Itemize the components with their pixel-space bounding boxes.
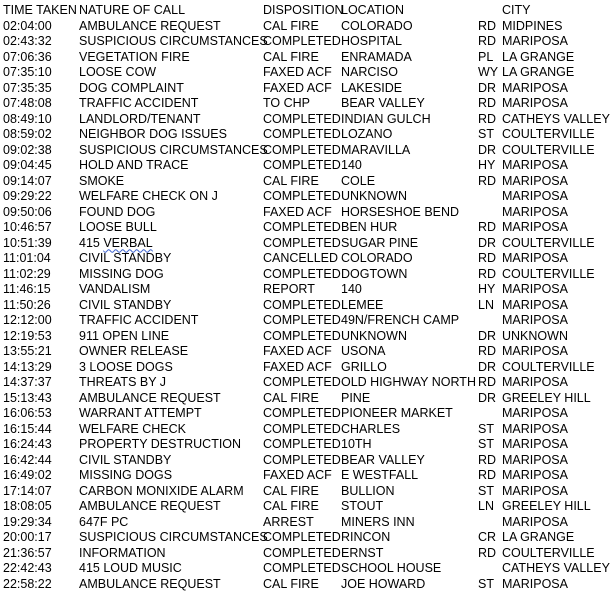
cell-disposition: FAXED ACF [263, 344, 332, 358]
cell-city: CATHEYS VALLEY [502, 561, 610, 575]
cell-nature: 3 LOOSE DOGS [79, 359, 173, 374]
cell-nature: 415 LOUD MUSIC [79, 561, 182, 575]
cell-street-suffix: RD [478, 344, 497, 358]
cell-location: LOZANO [341, 127, 393, 141]
cell-disposition: FAXED ACF [263, 80, 332, 95]
header-row [0, 3, 614, 19]
cell-city: MARIPOSA [502, 375, 568, 389]
cell-street-suffix: DR [478, 328, 497, 343]
cell-city: MARIPOSA [502, 158, 568, 172]
cell-city: MARIPOSA [502, 204, 568, 219]
cell-city: MARIPOSA [502, 344, 568, 358]
cell-nature: LANDLORD/TENANT [79, 111, 201, 126]
cell-disposition: CAL FIRE [263, 173, 319, 188]
cell-time: 07:35:10 [3, 65, 52, 79]
cell-time: 09:29:22 [3, 189, 52, 203]
call-row [0, 220, 614, 236]
cell-time: 07:06:36 [3, 49, 52, 64]
call-row [0, 174, 614, 190]
cell-nature: 647F PC [79, 514, 129, 529]
call-row [0, 422, 614, 438]
call-row [0, 127, 614, 143]
call-row [0, 391, 614, 407]
cell-location: COLORADO [341, 18, 413, 33]
cell-city: LA GRANGE [502, 49, 575, 64]
cell-location: JOE HOWARD [341, 576, 426, 591]
call-row [0, 453, 614, 469]
cell-city: CATHEYS VALLEY [502, 111, 610, 126]
cell-location: UNKNOWN [341, 328, 407, 343]
cell-time: 20:00:17 [3, 530, 52, 544]
call-row [0, 546, 614, 562]
cell-location: 49N/FRENCH CAMP [341, 313, 460, 327]
cell-city: COULTERVILLE [502, 235, 595, 250]
cell-nature: SUSPICIOUS CIRCUMSTANCES [79, 34, 268, 48]
cell-nature: WELFARE CHECK ON J [79, 189, 218, 203]
cell-nature: DOG COMPLAINT [79, 80, 184, 95]
cell-street-suffix: LN [478, 297, 494, 312]
cell-disposition: COMPLETED [263, 127, 341, 141]
cell-location: DOGTOWN [341, 266, 408, 281]
cell-nature: CIVIL STANDBY [79, 251, 172, 265]
cell-time: 09:04:45 [3, 158, 52, 172]
cell-disposition: COMPLETED [263, 561, 341, 575]
cell-nature: TRAFFIC ACCIDENT [79, 96, 199, 110]
cell-street-suffix: LN [478, 499, 494, 513]
cell-city: MARIPOSA [502, 514, 568, 529]
cell-city: MARIPOSA [502, 313, 568, 327]
cell-street-suffix: RD [478, 545, 497, 560]
cell-city: MARIPOSA [502, 251, 568, 265]
cell-city: GREELEY HILL [502, 390, 591, 405]
cell-time: 11:50:26 [3, 297, 51, 312]
cell-street-suffix: ST [478, 437, 494, 451]
cell-street-suffix: DR [478, 235, 497, 250]
cell-location: 140 [341, 158, 362, 172]
call-row [0, 50, 614, 66]
cell-location: 10TH [341, 437, 372, 451]
cell-nature: AMBULANCE REQUEST [79, 576, 221, 591]
cell-city: MARIPOSA [502, 421, 568, 436]
cell-city: MARIPOSA [502, 80, 568, 95]
cell-nature: WARRANT ATTEMPT [79, 406, 202, 420]
cell-nature: VANDALISM [79, 282, 151, 296]
cell-city: MARIPOSA [502, 483, 568, 498]
cell-time: 02:43:32 [3, 34, 52, 48]
cell-disposition: REPORT [263, 282, 315, 296]
cell-street-suffix: RD [478, 468, 497, 482]
cell-disposition: CAL FIRE [263, 390, 319, 405]
cell-location: SCHOOL HOUSE [341, 561, 442, 575]
cell-time: 09:50:06 [3, 204, 52, 219]
cell-disposition: COMPLETED [263, 158, 341, 172]
cell-disposition: COMPLETED [263, 328, 341, 343]
cell-nature: MISSING DOGS [79, 468, 173, 482]
cell-disposition: CAL FIRE [263, 483, 319, 498]
cell-nature: WELFARE CHECK [79, 421, 186, 436]
call-row [0, 65, 614, 81]
cell-disposition: COMPLETED [263, 297, 341, 312]
cell-street-suffix: HY [478, 282, 496, 296]
call-row [0, 236, 614, 252]
cell-disposition: CAL FIRE [263, 18, 319, 33]
cell-disposition: COMPLETED [263, 375, 341, 389]
cell-street-suffix: HY [478, 158, 496, 172]
cell-time: 22:58:22 [3, 576, 52, 591]
cell-city: COULTERVILLE [502, 266, 595, 281]
cell-nature: FOUND DOG [79, 204, 156, 219]
cell-street-suffix: DR [478, 80, 497, 95]
cell-nature: SUSPICIOUS CIRCUMSTANCES [79, 530, 268, 544]
cell-city: MARIPOSA [502, 34, 568, 48]
cell-location: LAKESIDE [341, 80, 403, 95]
spellcheck-flagged-word: VERBAL [103, 235, 153, 250]
cell-location: HORSESHOE BEND [341, 204, 460, 219]
cell-disposition: COMPLETED [263, 220, 341, 234]
cell-time: 08:49:10 [3, 111, 52, 126]
cell-time: 11:46:15 [3, 282, 51, 296]
cell-time: 18:08:05 [3, 499, 52, 513]
cell-disposition: FAXED ACF [263, 204, 332, 219]
cell-time: 16:15:44 [3, 421, 52, 436]
cell-city: LA GRANGE [502, 65, 575, 79]
cell-disposition: FAXED ACF [263, 65, 332, 79]
cell-city: MARIPOSA [502, 189, 568, 203]
cell-street-suffix: PL [478, 49, 494, 64]
cell-disposition: COMPLETED [263, 235, 341, 250]
call-row [0, 515, 614, 531]
cell-street-suffix: RD [478, 251, 497, 265]
cell-street-suffix: CR [478, 530, 497, 544]
cell-nature: CARBON MONIXIDE ALARM [79, 483, 244, 498]
cell-time: 08:59:02 [3, 127, 52, 141]
header-city: CITY [502, 3, 531, 17]
cell-disposition: TO CHP [263, 96, 310, 110]
cell-nature: PROPERTY DESTRUCTION [79, 437, 242, 451]
cell-time: 14:13:29 [3, 359, 52, 374]
cell-nature: THREATS BY J [79, 375, 167, 389]
cell-nature: AMBULANCE REQUEST [79, 18, 221, 33]
cell-disposition: COMPLETED [263, 313, 341, 327]
cell-disposition: COMPLETED [263, 437, 341, 451]
header-nature: NATURE OF CALL [79, 3, 186, 17]
cell-time: 12:12:00 [3, 313, 52, 327]
cell-city: COULTERVILLE [502, 142, 595, 157]
call-row [0, 205, 614, 221]
cell-city: MARIPOSA [502, 406, 568, 420]
cell-nature [79, 236, 153, 252]
cell-time: 07:35:35 [3, 80, 52, 95]
cell-location: PINE [341, 390, 371, 405]
call-row [0, 313, 614, 329]
cell-nature: 911 OPEN LINE [79, 328, 170, 343]
cell-nature: INFORMATION [79, 545, 166, 560]
cell-time: 16:06:53 [3, 406, 52, 420]
cell-location: BEAR VALLEY [341, 96, 425, 110]
cell-time: 09:14:07 [3, 173, 52, 188]
call-row [0, 143, 614, 159]
call-row [0, 158, 614, 174]
cell-street-suffix: DR [478, 359, 497, 374]
call-row [0, 530, 614, 546]
call-row [0, 282, 614, 298]
cell-disposition: COMPLETED [263, 266, 341, 281]
cell-nature: NEIGHBOR DOG ISSUES [79, 127, 227, 141]
cell-city: COULTERVILLE [502, 127, 595, 141]
cell-nature: LOOSE BULL [79, 220, 157, 234]
cell-time: 11:01:04 [3, 251, 51, 265]
call-row [0, 344, 614, 360]
cell-location: BEAR VALLEY [341, 452, 425, 467]
cell-street-suffix: ST [478, 421, 494, 436]
cell-location: PIONEER MARKET [341, 406, 453, 420]
cell-location: RINCON [341, 530, 391, 544]
cell-nature: SUSPICIOUS CIRCUMSTANCES [79, 142, 268, 157]
cell-location: USONA [341, 344, 386, 358]
cell-location: STOUT [341, 499, 384, 513]
cell-street-suffix: RD [478, 18, 497, 33]
cell-disposition: CANCELLED [263, 251, 339, 265]
cell-location: 140 [341, 282, 362, 296]
cell-city: MARIPOSA [502, 96, 568, 110]
cell-time: 07:48:08 [3, 96, 52, 110]
cell-location: NARCISO [341, 65, 398, 79]
cell-time: 15:13:43 [3, 390, 52, 405]
cell-street-suffix: RD [478, 266, 497, 281]
cell-disposition: COMPLETED [263, 530, 341, 544]
cell-location: ERNST [341, 545, 384, 560]
call-row [0, 81, 614, 97]
cell-disposition: COMPLETED [263, 189, 341, 203]
call-row [0, 484, 614, 500]
cell-location: HOSPITAL [341, 34, 402, 48]
cell-time: 21:36:57 [3, 545, 52, 560]
cell-street-suffix: RD [478, 375, 497, 389]
cell-time: 16:42:44 [3, 452, 52, 467]
call-row [0, 251, 614, 267]
call-row [0, 329, 614, 345]
cell-city: MARIPOSA [502, 437, 568, 451]
call-row [0, 267, 614, 283]
cell-city: LA GRANGE [502, 530, 575, 544]
header-disposition: DISPOSITION [263, 3, 344, 17]
cell-location: BEN HUR [341, 220, 398, 234]
call-row [0, 34, 614, 50]
call-row [0, 360, 614, 376]
cell-time: 14:37:37 [3, 375, 52, 389]
cell-nature: AMBULANCE REQUEST [79, 499, 221, 513]
cell-street-suffix: RD [478, 34, 497, 48]
cell-nature: CIVIL STANDBY [79, 452, 172, 467]
call-row [0, 375, 614, 391]
cell-location: BULLION [341, 483, 395, 498]
cell-nature: OWNER RELEASE [79, 344, 189, 358]
call-rows [0, 19, 614, 592]
cell-time: 19:29:34 [3, 514, 52, 529]
cell-disposition: FAXED ACF [263, 468, 332, 482]
cell-street-suffix: ST [478, 127, 494, 141]
call-row [0, 468, 614, 484]
cell-nature: TRAFFIC ACCIDENT [79, 313, 199, 327]
cell-city: MARIPOSA [502, 452, 568, 467]
cell-time: 16:49:02 [3, 468, 52, 482]
cell-location: SUGAR PINE [341, 235, 419, 250]
cell-location: COLE [341, 173, 376, 188]
cell-location: GRILLO [341, 359, 387, 374]
call-row [0, 499, 614, 515]
cell-city: MARIPOSA [502, 282, 568, 296]
call-row [0, 437, 614, 453]
call-row [0, 298, 614, 314]
cell-time: 10:46:57 [3, 220, 52, 234]
cell-city: MARIPOSA [502, 468, 568, 482]
cell-location: LEMEE [341, 297, 384, 312]
cell-city: MARIPOSA [502, 220, 568, 234]
cell-disposition: CAL FIRE [263, 576, 319, 591]
cell-nature: SMOKE [79, 173, 125, 188]
cell-city: GREELEY HILL [502, 499, 591, 513]
cell-disposition: CAL FIRE [263, 49, 319, 64]
cell-location: MINERS INN [341, 514, 415, 529]
cell-city: MARIPOSA [502, 576, 568, 591]
cell-time: 10:51:39 [3, 235, 52, 250]
cell-location: E WESTFALL [341, 468, 419, 482]
cell-street-suffix: DR [478, 142, 497, 157]
cell-disposition: COMPLETED [263, 111, 341, 126]
cell-location: MARAVILLA [341, 142, 411, 157]
cell-city: COULTERVILLE [502, 359, 595, 374]
cell-time: 22:42:43 [3, 561, 52, 575]
call-row [0, 189, 614, 205]
cell-nature: MISSING DOG [79, 266, 164, 281]
cell-disposition: COMPLETED [263, 545, 341, 560]
cell-time: 11:02:29 [3, 266, 51, 281]
cell-city: MARIPOSA [502, 173, 568, 188]
cell-disposition: COMPLETED [263, 421, 341, 436]
cell-disposition: COMPLETED [263, 452, 341, 467]
cell-disposition: COMPLETED [263, 406, 341, 420]
call-row [0, 577, 614, 592]
cell-time: 13:55:21 [3, 344, 52, 358]
cell-city: COULTERVILLE [502, 545, 595, 560]
header-time: TIME TAKEN [3, 3, 77, 17]
nature-prefix: 415 [79, 235, 104, 250]
cell-street-suffix: RD [478, 111, 497, 126]
cell-city: UNKNOWN [502, 328, 568, 343]
cell-location: ENRAMADA [341, 49, 412, 64]
cell-nature: VEGETATION FIRE [79, 49, 190, 64]
cell-street-suffix: ST [478, 576, 494, 591]
cell-nature: LOOSE COW [79, 65, 157, 79]
cell-city: MIDPINES [502, 18, 563, 33]
cell-street-suffix: RD [478, 452, 497, 467]
cell-disposition: CAL FIRE [263, 499, 319, 513]
cell-time: 16:24:43 [3, 437, 52, 451]
cell-disposition: ARREST [263, 514, 314, 529]
cell-disposition: COMPLETED [263, 34, 341, 48]
header-location: LOCATION [341, 3, 404, 17]
cell-city: MARIPOSA [502, 297, 568, 312]
cell-time: 17:14:07 [3, 483, 52, 498]
call-row [0, 112, 614, 128]
cell-time: 02:04:00 [3, 18, 52, 33]
cell-location: OLD HIGHWAY NORTH [341, 375, 476, 389]
cell-location: COLORADO [341, 251, 413, 265]
call-row [0, 96, 614, 112]
cell-nature: HOLD AND TRACE [79, 158, 189, 172]
cell-street-suffix: RD [478, 173, 497, 188]
cell-disposition: FAXED ACF [263, 359, 332, 374]
cell-street-suffix: RD [478, 96, 497, 110]
cell-time: 09:02:38 [3, 142, 52, 157]
call-row [0, 406, 614, 422]
cell-location: UNKNOWN [341, 189, 407, 203]
cell-street-suffix: RD [478, 220, 497, 234]
cell-location: INDIAN GULCH [341, 111, 431, 126]
cell-street-suffix: DR [478, 390, 497, 405]
call-row [0, 561, 614, 577]
cell-nature: CIVIL STANDBY [79, 297, 172, 312]
cell-street-suffix: WY [478, 65, 499, 79]
cell-nature: AMBULANCE REQUEST [79, 390, 221, 405]
cell-street-suffix: ST [478, 483, 494, 498]
call-row [0, 19, 614, 35]
cell-disposition: COMPLETED [263, 142, 341, 157]
cell-location: CHARLES [341, 421, 401, 436]
cell-time: 12:19:53 [3, 328, 52, 343]
